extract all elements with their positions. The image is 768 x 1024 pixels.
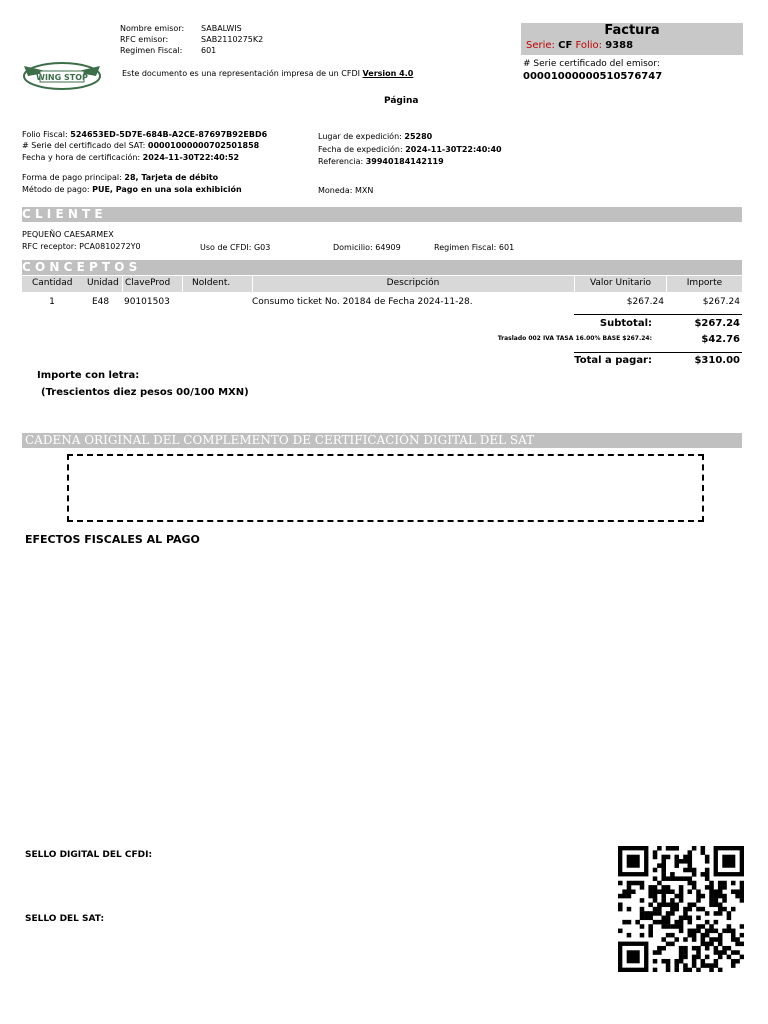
subtotal-rule — [574, 314, 742, 315]
fecha-exp-label: Fecha de expedición: — [318, 145, 403, 154]
folio-label: Folio: — [575, 40, 603, 51]
referencia-label: Referencia: — [318, 157, 364, 166]
col-divider — [182, 276, 183, 292]
row-clave: 90101503 — [124, 297, 170, 307]
col-unidad: Unidad — [87, 278, 119, 288]
cliente-nombre: PEQUEÑO CAESARMEX — [22, 230, 114, 239]
forma-pago-value: 28, Tarjeta de débito — [124, 173, 219, 182]
fecha-exp-value: 2024-11-30T22:40:40 — [405, 145, 502, 154]
folio-fiscal-value: 524653ED-5D7E-684B-A2CE-87697B92EBD6 — [70, 130, 268, 139]
sello-sat-label: SELLO DEL SAT: — [25, 914, 105, 924]
folio-fiscal-label: Folio Fiscal: — [22, 130, 68, 139]
folio-fiscal — [22, 130, 267, 139]
serie-label: Serie: — [526, 40, 555, 51]
referencia-value: 39940184142119 — [365, 157, 444, 166]
col-claveprod: ClaveProd — [125, 278, 171, 288]
cert-sat — [22, 141, 259, 150]
metodo-pago-label: Método de pago: — [22, 185, 90, 194]
col-descripcion: Descripción — [386, 278, 440, 288]
sello-cfdi-label: SELLO DIGITAL DEL CFDI: — [25, 850, 153, 860]
moneda: Moneda: MXN — [318, 186, 374, 195]
col-cantidad: Cantidad — [32, 278, 73, 288]
cfdi-version: Version 4.0 — [362, 69, 414, 78]
col-divider — [122, 276, 123, 292]
emisor-regimen-label: Regimen Fiscal: — [120, 46, 183, 55]
col-valor-unitario: Valor Unitario — [589, 278, 652, 288]
cert-sat-label: # Serie del certificado del SAT: — [22, 141, 146, 150]
lugar-expedicion — [318, 132, 432, 141]
factura-serie-folio — [526, 40, 633, 51]
total-label: Total a pagar: — [574, 355, 652, 366]
row-valor-unitario: $267.24 — [626, 297, 664, 307]
cliente-section-bar — [22, 207, 742, 222]
subtotal-label: Subtotal: — [599, 318, 652, 329]
fecha-cert-label: Fecha y hora de certificación: — [22, 153, 141, 162]
referencia — [318, 157, 444, 166]
forma-pago-label: Forma de pago principal: — [22, 173, 122, 182]
forma-pago — [22, 173, 218, 182]
traslado-value: $42.76 — [701, 334, 740, 345]
fecha-cert-value: 2024-11-30T22:40:52 — [142, 153, 240, 162]
emisor-rfc-label: RFC emisor: — [120, 35, 169, 44]
subtotal-value: $267.24 — [694, 318, 740, 329]
emisor-nombre-label: Nombre emisor: — [120, 24, 185, 33]
row-cantidad: 1 — [49, 297, 55, 307]
cliente-domicilio: Domicilio: 64909 — [333, 243, 401, 252]
total-value: $310.00 — [694, 355, 740, 366]
cert-emisor-value: 00001000000510576747 — [523, 71, 663, 82]
metodo-pago — [22, 185, 242, 194]
traslado-label: Traslado 002 IVA TASA 16.00% BASE $267.24: — [497, 335, 652, 342]
cert-sat-value: 00001000000702501858 — [147, 141, 260, 150]
emisor-regimen: 601 — [201, 46, 217, 55]
cliente-regimen: Regimen Fiscal: 601 — [434, 243, 515, 252]
wingstop-logo — [20, 56, 104, 96]
cliente-uso-cfdi: Uso de CFDI: G03 — [200, 243, 271, 252]
emisor-nombre: SABALWIS — [201, 24, 242, 33]
folio-value: 9388 — [605, 40, 634, 51]
lugar-value: 25280 — [404, 132, 433, 141]
cadena-header: CADENA ORIGINAL DEL COMPLEMENTO DE CERTIFICACIÓN DIGITAL DEL SAT — [25, 433, 535, 447]
qr-code — [618, 846, 744, 972]
factura-title: Factura — [604, 23, 660, 38]
col-importe: Importe — [686, 278, 723, 288]
lugar-label: Lugar de expedición: — [318, 132, 402, 141]
total-rule — [574, 352, 742, 353]
conceptos-header: C O N C E P T O S — [22, 260, 138, 274]
importe-letra-label: Importe con letra: — [37, 370, 140, 381]
cfdi-notice — [122, 69, 413, 78]
row-descripcion: Consumo ticket No. 20184 de Fecha 2024-11-28. — [252, 297, 473, 307]
col-noident: NoIdent. — [192, 278, 231, 288]
importe-letra-value: (Trescientos diez pesos 00/100 MXN) — [41, 387, 249, 398]
cert-emisor-label: # Serie certificado del emisor: — [523, 59, 660, 69]
cliente-header: C L I E N T E — [22, 207, 103, 221]
row-importe: $267.24 — [702, 297, 740, 307]
metodo-pago-value: PUE, Pago en una sola exhibición — [92, 185, 242, 194]
cadena-box — [67, 454, 704, 522]
row-unidad: E48 — [92, 297, 110, 307]
cfdi-notice-text: Este documento es una representación impresa de un CFDI — [122, 69, 360, 78]
logo-text: WING STOP — [36, 73, 88, 82]
fecha-expedicion — [318, 145, 502, 154]
emisor-rfc: SAB2110275K2 — [201, 35, 264, 44]
serie-value: CF — [558, 40, 573, 51]
pagina-label: Página — [384, 96, 419, 106]
efectos-fiscales: EFECTOS FISCALES AL PAGO — [25, 533, 200, 546]
cliente-rfc: RFC receptor: PCA0810272Y0 — [22, 242, 141, 251]
fecha-cert — [22, 153, 239, 162]
